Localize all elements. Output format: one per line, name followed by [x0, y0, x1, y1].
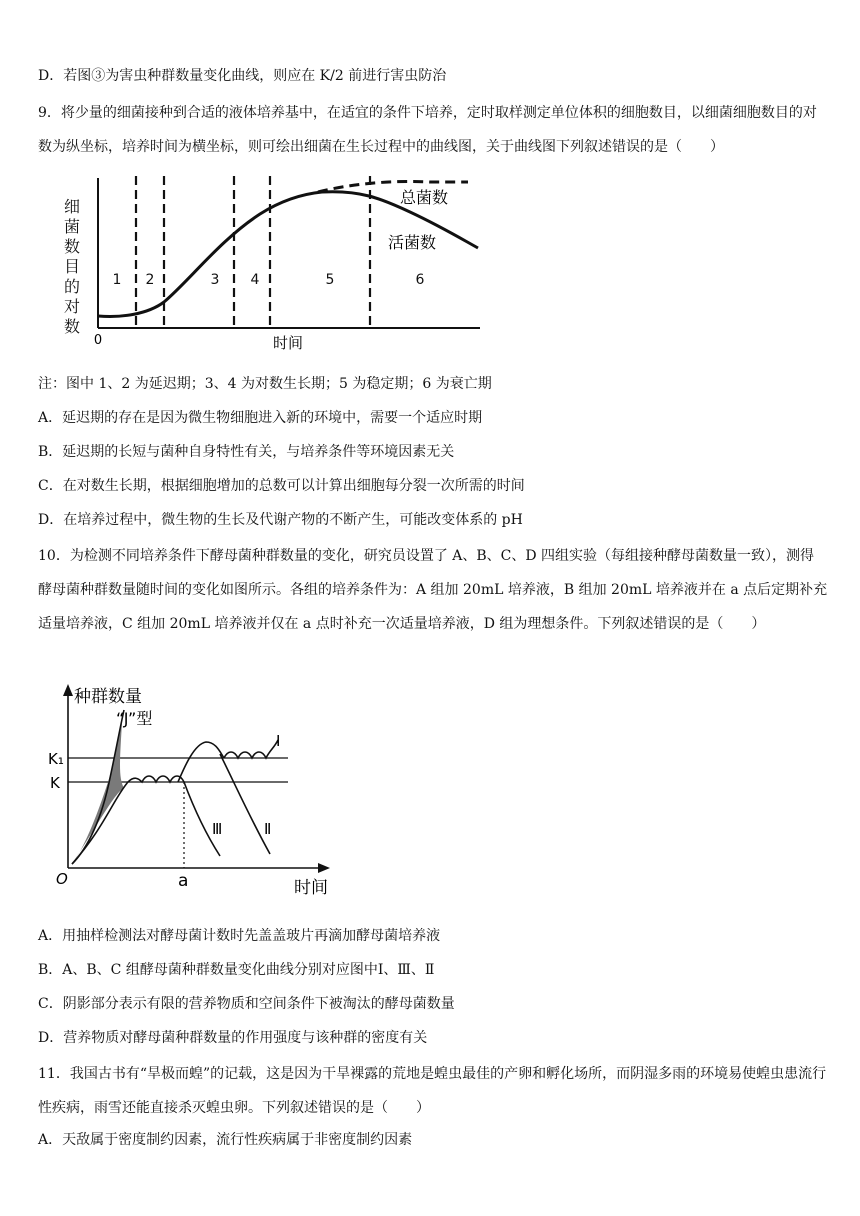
question-10-option-b: B．A、B、C 组酵母菌种群数量变化曲线分别对应图中Ⅰ、Ⅲ、Ⅱ [38, 962, 435, 978]
question-9-option-a: A．延迟期的存在是因为微生物细胞进入新的环境中，需要一个适应时期 [38, 410, 483, 426]
y-axis-label-char: 数 [63, 317, 81, 336]
y-axis-label: 种群数量 [74, 687, 142, 707]
origin-label: 0 [93, 333, 103, 348]
curve-ii [220, 754, 270, 854]
question-11-option-a: A．天敌属于密度制约因素，流行性疾病属于非密度制约因素 [38, 1132, 413, 1148]
phase-label: 6 [415, 272, 425, 288]
x-axis-label: 时间 [272, 334, 304, 352]
y-axis-label-char: 细 [63, 197, 81, 216]
curve-i [224, 740, 278, 758]
curve-ii-label: Ⅱ [264, 820, 272, 838]
yeast-population-chart [44, 678, 344, 898]
question-10-option-c: C．阴影部分表示有限的营养物质和空间条件下被淘汰的酵母菌数量 [38, 996, 455, 1012]
k-label: K [50, 774, 60, 792]
question-11-stem: 11．我国古书有“旱极而蝗”的记载，这是因为干旱裸露的荒地是蝗虫最佳的产卵和孵化场所，而阴湿多雨的环境易使蝗虫患流行性疾病，雨雪还能直接杀灭蝗虫卵。下列叙述错误的是（ ） [38, 1066, 827, 1116]
question-9-option-b: B．延迟期的长短与菌种自身特性有关，与培养条件等环境因素无关 [38, 444, 455, 460]
y-axis-label [64, 197, 80, 336]
curve-iii [184, 782, 223, 856]
question-10-stem: 10．为检测不同培养条件下酵母菌种群数量的变化，研究员设置了 A、B、C、D 四组实验（每组接种酵母菌数量一致），测得酵母菌种群数量随时间的变化如图所示。各组的培养条件为：A 组加 20mL 培养液，B 组加 20mL 培养液并在 a 点后定期补充适量培养液，C 组加 20mL 培养液并仅在 a 点时补充一次适量培养液，D 组为理想条件。下列叙述错误的是（ ） [38, 548, 828, 632]
origin-label: O [56, 870, 68, 888]
bacterial-growth-chart [60, 168, 500, 353]
k1-label: K₁ [48, 750, 64, 768]
y-axis-label-char: 数 [63, 237, 81, 256]
question-10-option-d: D．营养物质对酵母菌种群数量的作用强度与该种群的密度有关 [38, 1030, 428, 1046]
phase-label: 5 [325, 272, 335, 288]
x-axis-label: 时间 [294, 878, 328, 898]
question-9-option-c: C．在对数生长期，根据细胞增加的总数可以计算出细胞每分裂一次所需的时间 [38, 478, 525, 494]
y-axis-label-char: 对 [63, 297, 81, 316]
phase-label: 4 [250, 272, 260, 288]
question-9-option-d: D．在培养过程中，微生物的生长及代谢产物的不断产生，可能改变体系的 pH [38, 512, 523, 528]
curve-iii-label: Ⅲ [212, 820, 223, 838]
live-cell-label: 活菌数 [388, 233, 437, 252]
rise-to-peak [178, 742, 224, 782]
y-axis-label-char: 菌 [63, 217, 81, 236]
phase-label: 2 [145, 272, 155, 288]
s-curve [72, 776, 184, 864]
curve-i-label: Ⅰ [276, 732, 281, 750]
question-10-option-a: A．用抽样检测法对酵母菌计数时先盖盖玻片再滴加酵母菌培养液 [38, 928, 441, 944]
shaded-area [72, 722, 124, 864]
live-cell-curve [98, 192, 478, 317]
phase-label: 3 [210, 272, 220, 288]
question-9-stem: 9．将少量的细菌接种到合适的液体培养基中，在适宜的条件下培养，定时取样测定单位体积的细胞数目，以细菌细胞数目的对数为纵坐标，培养时间为横坐标，则可绘出细菌在生长过程中的曲线图，关于曲线图下列叙述错误的是（ ） [38, 105, 817, 155]
y-axis-arrow [63, 684, 73, 696]
option-d-prev: D．若图③为害虫种群数量变化曲线，则应在 K/2 前进行害虫防治 [38, 68, 447, 84]
phase-label: 1 [112, 272, 122, 288]
y-axis-label-char: 的 [63, 277, 81, 296]
j-curve-label: “J”型 [116, 709, 153, 728]
y-axis-label-char: 目 [63, 257, 81, 276]
total-cell-label: 总菌数 [400, 188, 449, 207]
a-label: a [178, 871, 189, 891]
x-axis-arrow [318, 863, 330, 873]
figure-9-note: 注：图中 1、2 为延迟期；3、4 为对数生长期；5 为稳定期；6 为衰亡期 [38, 376, 492, 392]
